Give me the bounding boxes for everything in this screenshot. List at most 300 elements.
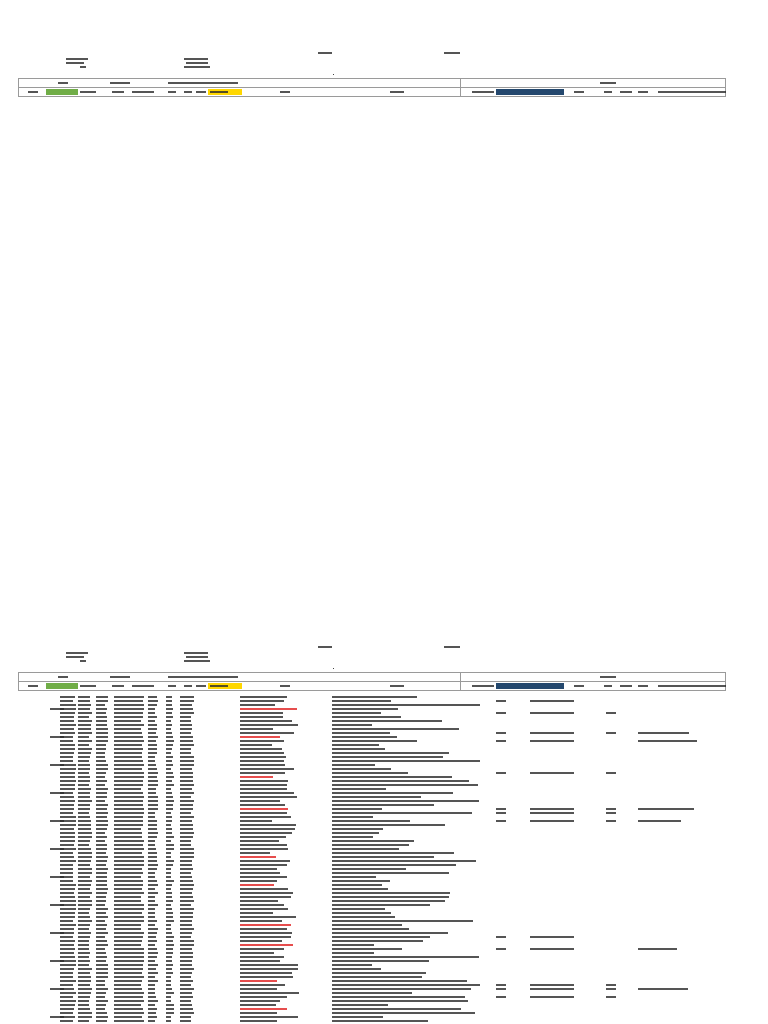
row-cell: [60, 728, 74, 730]
row-cell: [114, 996, 143, 998]
row-cell-description: [332, 896, 449, 898]
row-cell: [114, 820, 143, 822]
row-cell: [96, 832, 105, 834]
row-cell: [166, 880, 174, 882]
row-cell: [148, 916, 155, 918]
row-cell-description: [332, 964, 372, 966]
row-cell: [60, 984, 73, 986]
row-cell-description: [332, 888, 388, 890]
header-column-label: [574, 91, 584, 93]
row-cell: [60, 892, 74, 894]
row-cell-description: [332, 992, 412, 994]
row-cell: [60, 992, 76, 994]
row-cell: [60, 724, 76, 726]
row-cell: [114, 944, 141, 946]
row-cell: [78, 960, 90, 962]
row-cell: [148, 888, 155, 890]
row-cell: [60, 996, 73, 998]
center-mark: [333, 668, 334, 669]
row-cell: [180, 944, 194, 946]
row-cell: [148, 740, 156, 742]
row-cell-description: [332, 936, 430, 938]
row-cell-status: [240, 752, 284, 754]
row-cell: [96, 908, 108, 910]
row-cell-description: [332, 712, 381, 714]
row-cell: [180, 808, 193, 810]
row-cell: [78, 940, 89, 942]
row-cell: [78, 780, 90, 782]
row-cell: [96, 900, 106, 902]
row-cell-status: [240, 880, 277, 882]
table-header-band: [18, 78, 726, 100]
row-cell: [180, 800, 194, 802]
row-cell-status: [240, 796, 297, 798]
row-cell: [166, 1016, 171, 1018]
row-cell-status: [240, 980, 277, 982]
row-cell: [114, 816, 143, 818]
row-cell: [60, 916, 75, 918]
row-cell: [78, 804, 90, 806]
row-cell: [114, 884, 143, 886]
row-cell: [60, 944, 74, 946]
row-cell: [114, 804, 143, 806]
row-cell: [96, 788, 108, 790]
row-cell: [96, 820, 108, 822]
row-cell: [166, 764, 173, 766]
row-cell: [148, 1000, 158, 1002]
row-cell: [180, 836, 193, 838]
row-cell-description: [332, 760, 480, 762]
row-cell: [60, 716, 74, 718]
sheet-page-bottom: [0, 642, 768, 1024]
row-cell: [148, 956, 157, 958]
row-cell: [148, 868, 157, 870]
row-cell: [96, 848, 107, 850]
row-cell: [96, 860, 107, 862]
row-cell: [60, 856, 74, 858]
row-cell: [148, 864, 158, 866]
row-cell: [60, 784, 75, 786]
row-cell-status: [240, 948, 284, 950]
row-cell: [180, 844, 191, 846]
row-cell: [114, 964, 143, 966]
row-cell: [78, 848, 91, 850]
row-cell: [148, 724, 157, 726]
row-cell: [148, 936, 156, 938]
row-cell: [148, 804, 158, 806]
row-cell: [78, 1016, 92, 1018]
row-cell-description: [332, 724, 372, 726]
row-cell: [60, 800, 75, 802]
row-cell: [180, 712, 194, 714]
row-cell: [148, 872, 155, 874]
row-cell: [96, 928, 106, 930]
row-cell-description: [332, 924, 402, 926]
header-column-label: [132, 91, 154, 93]
row-cell: [180, 916, 193, 918]
row-cell: [60, 832, 75, 834]
row-cell-description: [332, 748, 385, 750]
row-cell-description: [332, 804, 434, 806]
row-cell-description: [332, 988, 471, 990]
row-cell-extra: [530, 808, 574, 810]
row-cell: [180, 724, 192, 726]
row-cell-status: [240, 800, 280, 802]
row-cell: [60, 932, 74, 934]
row-cell: [148, 904, 158, 906]
row-cell: [166, 708, 173, 710]
row-cell: [180, 976, 191, 978]
row-cell: [60, 824, 76, 826]
row-cell: [166, 928, 171, 930]
row-cell: [180, 1008, 193, 1010]
row-cell: [96, 944, 108, 946]
row-cell: [96, 948, 105, 950]
row-cell: [78, 864, 90, 866]
row-cell: [114, 924, 141, 926]
row-cell: [60, 988, 74, 990]
row-cell: [180, 728, 192, 730]
row-cell: [166, 756, 173, 758]
row-cell-status: [240, 840, 279, 842]
row-cell: [96, 884, 107, 886]
row-cell: [114, 908, 144, 910]
row-cell: [148, 1016, 157, 1018]
row-cell-status: [240, 860, 290, 862]
row-cell: [148, 892, 158, 894]
row-cell-status: [240, 924, 291, 926]
row-cell-description: [332, 740, 417, 742]
row-cell: [60, 964, 76, 966]
row-cell: [78, 840, 90, 842]
row-cell: [78, 796, 90, 798]
header-grid-line: [460, 78, 461, 97]
row-cell: [78, 784, 89, 786]
row-cell: [166, 780, 172, 782]
row-cell-status: [240, 832, 292, 834]
row-cell-status: [240, 996, 287, 998]
row-cell: [114, 828, 141, 830]
row-cell: [166, 1012, 174, 1014]
row-cell: [180, 828, 193, 830]
row-cell: [60, 972, 73, 974]
row-cell-status: [240, 992, 299, 994]
row-cell: [148, 708, 155, 710]
row-cell: [114, 744, 142, 746]
row-cell: [148, 960, 155, 962]
row-cell-extra: [496, 808, 506, 810]
row-cell: [166, 736, 173, 738]
row-cell: [60, 896, 75, 898]
row-cell: [166, 720, 171, 722]
row-cell: [60, 876, 73, 878]
header-column-label: [184, 91, 192, 93]
row-cell: [96, 868, 108, 870]
row-cell-status: [240, 876, 287, 878]
row-cell: [60, 1008, 74, 1010]
row-cell: [148, 852, 157, 854]
table-header-band: [18, 672, 726, 694]
row-cell-description: [332, 912, 391, 914]
row-cell: [114, 852, 142, 854]
row-cell: [78, 836, 92, 838]
row-cell-description: [332, 828, 383, 830]
row-cell: [114, 756, 142, 758]
row-cell: [166, 848, 174, 850]
row-cell-status: [240, 972, 292, 974]
row-cell: [148, 836, 157, 838]
row-cell: [60, 948, 75, 950]
row-cell: [114, 876, 141, 878]
row-cell: [78, 800, 92, 802]
row-cell-extra: [530, 700, 574, 702]
row-cell: [180, 912, 193, 914]
row-cell: [148, 984, 155, 986]
row-cell: [96, 696, 108, 698]
row-cell: [60, 760, 73, 762]
row-cell-status: [240, 1008, 287, 1010]
row-cell: [180, 892, 192, 894]
row-cell: [78, 956, 89, 958]
row-cell: [166, 908, 172, 910]
header-column-label: [620, 91, 632, 93]
row-cell: [60, 956, 75, 958]
row-cell-description: [332, 960, 429, 962]
row-cell: [114, 840, 144, 842]
row-cell-status: [240, 792, 294, 794]
row-cell-status: [240, 964, 298, 966]
header-column-label: [80, 685, 96, 687]
row-cell: [166, 748, 172, 750]
row-cell-description: [332, 728, 459, 730]
row-cell-description: [332, 784, 478, 786]
row-cell: [60, 840, 75, 842]
row-cell: [96, 824, 108, 826]
row-cell: [114, 932, 144, 934]
row-cell: [114, 976, 144, 978]
row-cell: [180, 804, 193, 806]
row-cell-extra: [638, 948, 677, 950]
row-cell-status: [240, 892, 293, 894]
row-cell: [166, 836, 174, 838]
row-cell: [114, 808, 144, 810]
ref-info-line: [184, 58, 208, 60]
row-cell: [78, 852, 92, 854]
header-cell-green: [46, 89, 78, 95]
row-cell: [78, 828, 91, 830]
row-cell: [114, 948, 144, 950]
row-cell: [78, 972, 90, 974]
row-cell: [96, 972, 108, 974]
row-cell-description: [332, 720, 442, 722]
row-cell: [180, 764, 194, 766]
row-cell-status: [240, 940, 282, 942]
row-cell-status: [240, 868, 277, 870]
row-cell: [180, 792, 194, 794]
row-cell-description: [332, 996, 465, 998]
row-cell: [78, 744, 89, 746]
row-cell: [166, 980, 171, 982]
row-cell: [96, 880, 107, 882]
row-cell-extra: [496, 700, 506, 702]
row-cell: [96, 776, 105, 778]
row-cell: [60, 812, 73, 814]
row-cell: [180, 740, 193, 742]
row-cell-description: [332, 708, 398, 710]
row-cell: [78, 920, 92, 922]
row-cell: [166, 888, 171, 890]
row-cell-status: [240, 976, 293, 978]
row-cell-description: [332, 736, 397, 738]
row-cell: [96, 804, 108, 806]
row-cell: [148, 928, 158, 930]
row-cell: [60, 764, 76, 766]
row-cell: [114, 748, 143, 750]
row-cell: [78, 860, 91, 862]
row-cell: [180, 824, 193, 826]
row-cell-description: [332, 796, 421, 798]
row-cell-description: [332, 856, 434, 858]
table-row: [0, 1019, 768, 1023]
row-cell: [114, 856, 144, 858]
row-cell-description: [332, 928, 409, 930]
row-cell: [166, 1020, 171, 1022]
row-cell-status: [240, 916, 296, 918]
row-cell: [180, 1016, 191, 1018]
row-cell: [60, 864, 73, 866]
row-cell: [114, 920, 144, 922]
row-cell: [166, 772, 173, 774]
row-cell-status: [240, 884, 274, 886]
row-cell: [78, 788, 91, 790]
header-column-label: [574, 685, 584, 687]
row-cell: [96, 836, 107, 838]
row-cell-description: [332, 836, 373, 838]
row-cell: [180, 884, 194, 886]
header-cell-navy: [496, 683, 564, 689]
header-column-label: [620, 685, 632, 687]
row-cell: [96, 712, 106, 714]
row-cell: [180, 896, 193, 898]
row-cell: [114, 888, 142, 890]
row-cell: [166, 1000, 171, 1002]
row-cell-description: [332, 776, 452, 778]
row-cell: [114, 1008, 143, 1010]
row-cell: [96, 700, 108, 702]
row-cell-status: [240, 932, 292, 934]
org-info-line: [80, 660, 86, 662]
row-cell: [60, 1000, 76, 1002]
header-group-label: [168, 82, 238, 84]
row-cell: [96, 872, 107, 874]
row-cell: [148, 764, 156, 766]
header-column-label: [210, 685, 228, 687]
row-cell: [78, 704, 91, 706]
row-cell-status: [240, 1016, 298, 1018]
row-cell: [148, 896, 155, 898]
row-cell: [166, 936, 174, 938]
row-cell-status: [240, 848, 288, 850]
row-cell: [114, 940, 142, 942]
row-cell: [60, 908, 76, 910]
row-cell: [114, 900, 141, 902]
sheet-subtitle: [444, 646, 460, 648]
row-cell-description: [332, 764, 375, 766]
row-cell: [148, 944, 155, 946]
row-cell: [148, 1020, 155, 1022]
row-cell: [166, 892, 172, 894]
row-cell: [60, 872, 73, 874]
row-cell: [114, 844, 143, 846]
row-cell-description: [332, 808, 382, 810]
row-cell: [78, 752, 91, 754]
row-cell: [96, 984, 105, 986]
row-cell: [114, 780, 143, 782]
row-cell: [148, 712, 155, 714]
row-cell: [78, 968, 92, 970]
row-cell-description: [332, 884, 382, 886]
row-cell-status: [240, 896, 291, 898]
header-column-label: [472, 685, 494, 687]
row-cell: [166, 932, 172, 934]
row-cell: [78, 748, 92, 750]
row-cell: [78, 756, 90, 758]
row-cell: [148, 972, 158, 974]
row-cell: [78, 1004, 89, 1006]
row-cell-status: [240, 984, 285, 986]
row-cell-description: [332, 880, 390, 882]
row-cell: [166, 768, 171, 770]
row-cell-extra: [638, 988, 688, 990]
row-cell: [96, 916, 108, 918]
header-group-label: [600, 676, 616, 678]
row-cell: [96, 952, 106, 954]
row-cell: [166, 728, 171, 730]
row-cell: [78, 1008, 90, 1010]
row-cell: [148, 848, 156, 850]
row-cell-status: [240, 812, 287, 814]
row-cell: [180, 904, 191, 906]
row-cell: [78, 992, 91, 994]
row-cell-extra: [530, 988, 574, 990]
row-cell-status: [240, 696, 287, 698]
row-cell: [148, 980, 158, 982]
row-cell: [60, 808, 74, 810]
row-cell: [180, 940, 194, 942]
row-cell: [166, 704, 172, 706]
row-cell: [114, 824, 143, 826]
row-cell: [180, 932, 192, 934]
row-cell-status: [240, 716, 283, 718]
sheet-page-top: [0, 48, 768, 104]
row-cell: [60, 804, 74, 806]
row-cell: [78, 1012, 92, 1014]
header-column-label: [390, 685, 404, 687]
row-cell: [78, 936, 90, 938]
row-cell: [60, 820, 76, 822]
row-cell-extra: [606, 812, 616, 814]
row-cell: [60, 904, 76, 906]
row-cell-description: [332, 876, 376, 878]
row-cell: [180, 812, 191, 814]
header-column-label: [28, 91, 38, 93]
row-cell: [96, 876, 107, 878]
row-cell: [148, 976, 155, 978]
row-cell: [180, 988, 194, 990]
row-cell: [96, 780, 107, 782]
sheet-title: [318, 646, 332, 648]
row-cell: [114, 1016, 142, 1018]
